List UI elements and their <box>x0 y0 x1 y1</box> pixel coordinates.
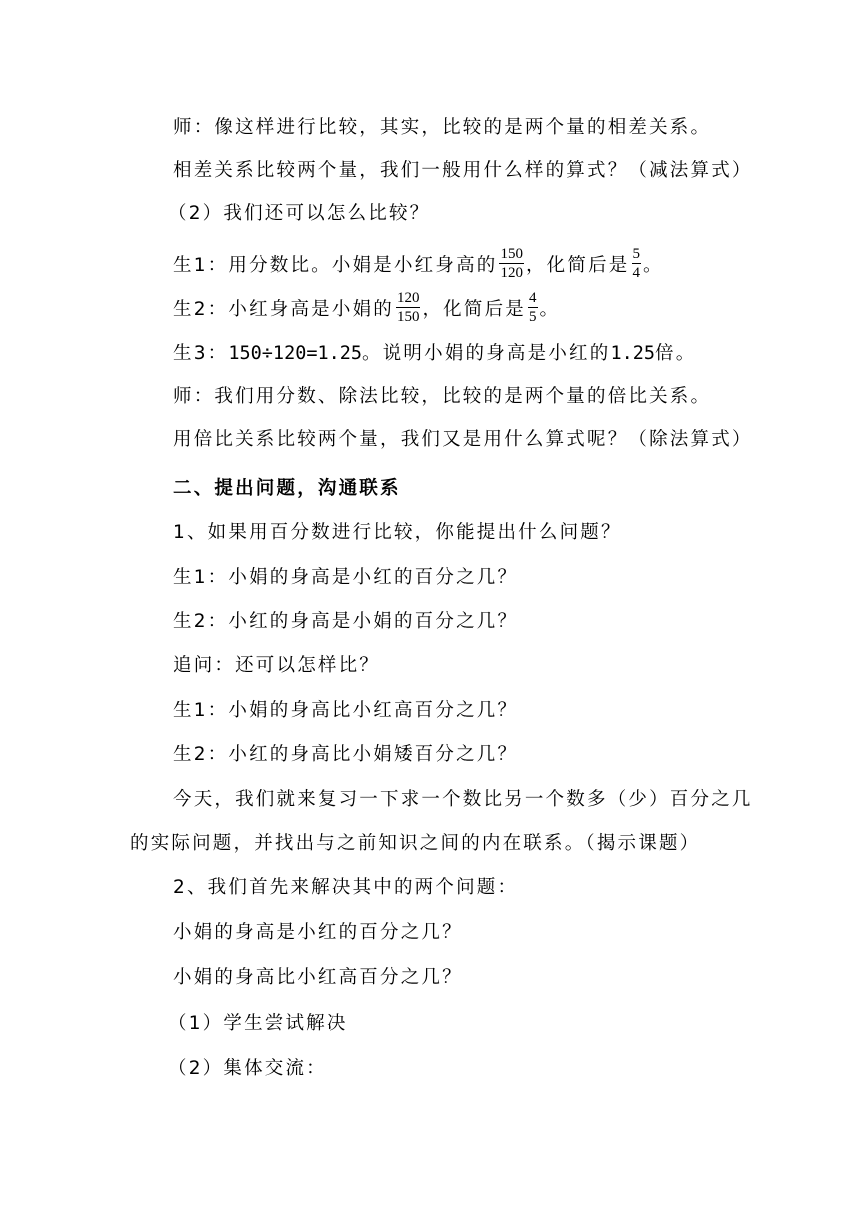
paragraph-today-review-continued: 的实际问题，并找出与之前知识之间的内在联系。（揭示课题） <box>130 833 701 854</box>
paragraph-student-try: （1）学生尝试解决 <box>168 1013 348 1034</box>
times-suffix: 倍。 <box>655 343 697 364</box>
paragraph-problem-1: 小娟的身高是小红的百分之几？ <box>173 922 463 943</box>
paragraph-solve-two-problems: 2、我们首先来解决其中的两个问题： <box>173 877 519 898</box>
fraction-120-150 <box>396 291 421 325</box>
paragraph-group-discussion: （2）集体交流： <box>168 1058 327 1079</box>
paragraph-student2-fraction <box>173 290 561 327</box>
paragraph-division-question: 用倍比关系比较两个量，我们又是用什么算式呢？（除法算式） <box>173 429 753 450</box>
fraction-4-5 <box>528 291 538 325</box>
paragraph-how-else-compare: （2）我们还可以怎么比较？ <box>168 203 431 224</box>
paragraph-today-review: 今天，我们就来复习一下求一个数比另一个数多（少）百分之几 <box>173 789 753 810</box>
paragraph-teacher-ratio: 师：我们用分数、除法比较，比较的是两个量的倍比关系。 <box>173 386 712 407</box>
times-value: 1.25 <box>610 343 655 364</box>
student3-label: 生3： <box>173 343 229 364</box>
paragraph-subtraction-question: 相差关系比较两个量，我们一般用什么样的算式？（减法算式） <box>173 160 753 181</box>
fraction-numerator: 120 <box>396 290 420 306</box>
student3-explanation: 。说明小娟的身高是小红的 <box>362 343 611 364</box>
paragraph-student3-division <box>173 342 696 366</box>
fraction-150-120 <box>499 247 524 281</box>
paragraph-problem-2: 小娟的身高比小红高百分之几？ <box>173 967 463 988</box>
fraction-numerator: 150 <box>500 246 523 262</box>
section-heading-raise-questions: 二、提出问题，沟通联系 <box>173 478 401 499</box>
period: 。 <box>539 299 561 320</box>
paragraph-percentage-question: 1、如果用百分数进行比较，你能提出什么问题？ <box>173 522 622 543</box>
fraction-denominator: 120 <box>500 265 523 281</box>
fraction-numerator: 4 <box>529 290 537 306</box>
paragraph-student2-percent: 生2：小红的身高是小娟的百分之几？ <box>173 611 519 632</box>
paragraph-student1-percent: 生1：小娟的身高是小红的百分之几？ <box>173 567 519 588</box>
fraction-denominator: 4 <box>632 265 640 281</box>
division-expression: 150÷120=1.25 <box>228 343 363 364</box>
simplify-text: ，化简后是 <box>525 255 630 276</box>
paragraph-teacher-difference: 师：像这样进行比较，其实，比较的是两个量的相差关系。 <box>173 117 712 138</box>
simplify-text: ，化简后是 <box>422 299 526 320</box>
fraction-5-4 <box>632 247 642 281</box>
fraction-denominator: 5 <box>529 309 537 325</box>
paragraph-student2-shorter: 生2：小红的身高比小娟矮百分之几？ <box>173 744 519 765</box>
student1-fraction-text: 生1：用分数比。小娟是小红身高的 <box>173 255 498 276</box>
period: 。 <box>643 255 664 276</box>
student2-fraction-text: 生2：小红身高是小娟的 <box>173 299 394 320</box>
fraction-denominator: 150 <box>396 309 420 325</box>
paragraph-follow-up: 追问：还可以怎样比？ <box>173 655 381 676</box>
paragraph-student1-fraction <box>173 246 664 283</box>
fraction-numerator: 5 <box>632 246 640 262</box>
paragraph-student1-higher: 生1：小娟的身高比小红高百分之几？ <box>173 700 519 721</box>
